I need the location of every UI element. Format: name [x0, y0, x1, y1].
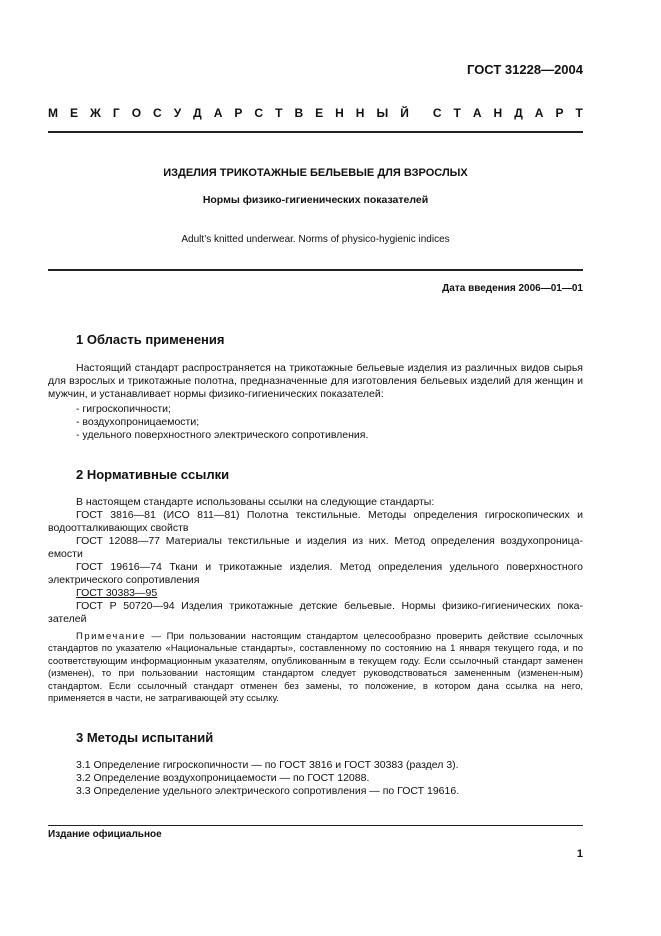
note-block [48, 631, 583, 705]
banner-letter: Д [514, 106, 523, 120]
reference-item: ГОСТ Р 50720—94 Изделия трикотажные детские бельевые. Нормы физико-гигиенических пока-зателей [48, 600, 583, 626]
banner-letter: Ы [376, 106, 389, 120]
standard-banner [48, 106, 583, 120]
document-title: ИЗДЕЛИЯ ТРИКОТАЖНЫЕ БЕЛЬЕВЫЕ ДЛЯ ВЗРОСЛЫХ [163, 167, 468, 179]
banner-letter: У [173, 106, 182, 120]
section-1-item: - гигроскопичности; [76, 403, 171, 415]
note-text: — При пользовании настоящим стандартом целесообразно проверить действие ссылочных стандартов по указателю «Национальные стандарты», составленному по состоянию на 1 января текущего года, и по соответствующим информационным указателям, опубликованным в текущем году. Если ссылочный стандарт заменен (изменен), то при пользовании настоящим стандартом следует руководствоваться замененным (изменен-ным) стандартом. Если ссылочный стандарт отменен без замены, то положение, в котором дана ссылка на него, применяется в части, не затрагивающей эту ссылку. [48, 631, 583, 705]
reference-item: ГОСТ 19616—74 Ткани и трикотажные изделия. Метод определения удельного поверхностного электрического сопротивления [48, 561, 583, 587]
english-title: Adult’s knitted underwear. Norms of physico-hygienic indices [181, 234, 450, 245]
banner-letter: А [534, 106, 544, 120]
section-1-item: - воздухопроницаемости; [76, 416, 200, 428]
banner-letter: Е [70, 106, 79, 120]
section-1-heading: 1 Область применения [76, 332, 225, 347]
top-divider [48, 131, 583, 133]
reference-item: ГОСТ 3816—81 (ИСО 811—81) Полотна текстильные. Методы определения гигроскопических и водоотталкивающих свойств [48, 509, 583, 535]
section-2-heading: 2 Нормативные ссылки [76, 467, 230, 482]
banner-letter: Р [234, 106, 243, 120]
banner-letter: Е [315, 106, 324, 120]
reference-item: ГОСТ 30383—95 [76, 587, 158, 599]
banner-letter: А [472, 106, 482, 120]
footer-divider [48, 825, 583, 826]
banner-letter: Г [112, 106, 120, 120]
banner-letter: С [153, 106, 162, 120]
banner-letter: О [131, 106, 142, 120]
section-2-intro: В настоящем стандарте использованы ссылки на следующие стандарты: [76, 496, 435, 508]
banner-letter: Д [193, 106, 202, 120]
document-code: ГОСТ 31228—2004 [467, 62, 583, 77]
section-3-item: 3.1 Определение гигроскопичности — по ГОСТ 3816 и ГОСТ 30383 (раздел 3). [76, 759, 459, 771]
banner-letter: Р [555, 106, 564, 120]
banner-letter: Н [335, 106, 344, 120]
reference-item: ГОСТ 12088—77 Материалы текстильные и изделия из них. Метод определения воздухопроница-емости [48, 535, 583, 561]
edition-label: Издание официальное [48, 829, 162, 840]
section-3-heading: 3 Методы испытаний [76, 730, 214, 745]
banner-letter: С [432, 106, 442, 120]
section-3-item: 3.3 Определение удельного электрического сопротивления — по ГОСТ 19616. [76, 785, 460, 797]
banner-letter: Н [355, 106, 365, 120]
banner-letter: Т [575, 106, 583, 120]
page-number: 1 [576, 848, 583, 860]
banner-letter: В [294, 106, 304, 120]
introduction-date: Дата введения 2006—01—01 [442, 283, 583, 294]
banner-letter: С [254, 106, 264, 120]
banner-letter: Н [493, 106, 503, 120]
banner-letter: Т [275, 106, 283, 120]
section-1-text: Настоящий стандарт распространяется на трикотажные бельевые изделия из различных видов сырья для взрослых и трикотажные полотна, предназначенные для изготовления бельевых изделий для женщин и мужчин, и устанавливает нормы физико-гигиенических показателей: [48, 362, 583, 401]
banner-letter: А [213, 106, 223, 120]
banner-letter: М [48, 106, 58, 120]
section-3-item: 3.2 Определение воздухопроницаемости — по ГОСТ 12088. [76, 772, 370, 784]
banner-letter: Ж [90, 106, 101, 120]
note-label: Примечание [76, 631, 146, 642]
title-divider [48, 269, 583, 271]
document-subtitle: Нормы физико-гигиенических показателей [202, 194, 429, 206]
banner-letter: Й [400, 106, 409, 120]
banner-letter: Т [453, 106, 461, 120]
section-1-item: - удельного поверхностного электрического сопротивления. [76, 429, 369, 441]
